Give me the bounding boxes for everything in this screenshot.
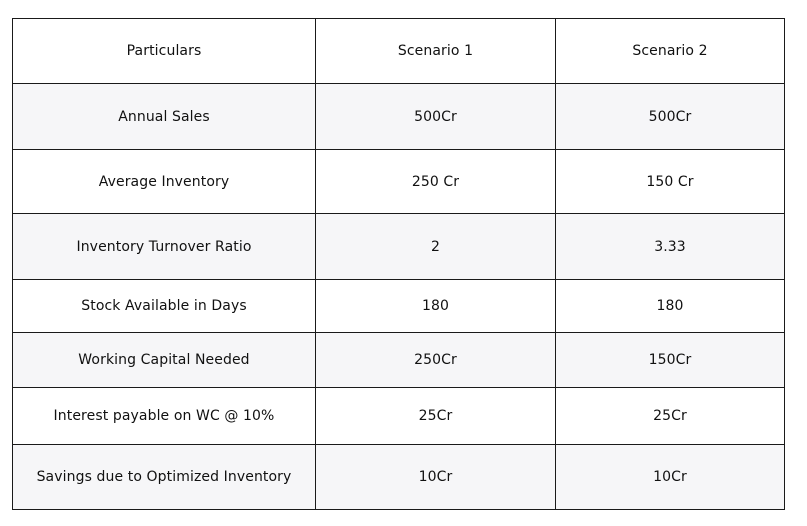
- row-label-interest-payable: Interest payable on WC @ 10%: [13, 388, 316, 445]
- cell-scenario-2: 10Cr: [556, 445, 785, 510]
- header-row: [13, 19, 785, 84]
- row-label-stock-available-days: Stock Available in Days: [13, 280, 316, 333]
- cell-scenario-1: 500Cr: [316, 84, 556, 150]
- cell-scenario-1: 250Cr: [316, 333, 556, 388]
- table-header: [13, 19, 785, 84]
- table-row: [13, 388, 785, 445]
- header-scenario-1: Scenario 1: [316, 19, 556, 84]
- table-row: [13, 333, 785, 388]
- row-label-working-capital-needed: Working Capital Needed: [13, 333, 316, 388]
- table-row: [13, 150, 785, 214]
- row-label-average-inventory: Average Inventory: [13, 150, 316, 214]
- table-body: [13, 84, 785, 510]
- cell-scenario-2: 150 Cr: [556, 150, 785, 214]
- row-label-inventory-turnover-ratio: Inventory Turnover Ratio: [13, 214, 316, 280]
- inventory-scenario-table: [12, 18, 785, 510]
- cell-scenario-2: 180: [556, 280, 785, 333]
- cell-scenario-1: 25Cr: [316, 388, 556, 445]
- cell-scenario-2: 3.33: [556, 214, 785, 280]
- cell-scenario-1: 10Cr: [316, 445, 556, 510]
- table-row: [13, 214, 785, 280]
- cell-scenario-2: 150Cr: [556, 333, 785, 388]
- table-row: [13, 84, 785, 150]
- header-particulars: Particulars: [13, 19, 316, 84]
- row-label-annual-sales: Annual Sales: [13, 84, 316, 150]
- cell-scenario-1: 180: [316, 280, 556, 333]
- cell-scenario-1: 2: [316, 214, 556, 280]
- header-scenario-2: Scenario 2: [556, 19, 785, 84]
- cell-scenario-2: 25Cr: [556, 388, 785, 445]
- table-row: [13, 445, 785, 510]
- comparison-table-container: [12, 18, 784, 509]
- cell-scenario-2: 500Cr: [556, 84, 785, 150]
- cell-scenario-1: 250 Cr: [316, 150, 556, 214]
- table-row: [13, 280, 785, 333]
- row-label-savings-optimized-inventory: Savings due to Optimized Inventory: [13, 445, 316, 510]
